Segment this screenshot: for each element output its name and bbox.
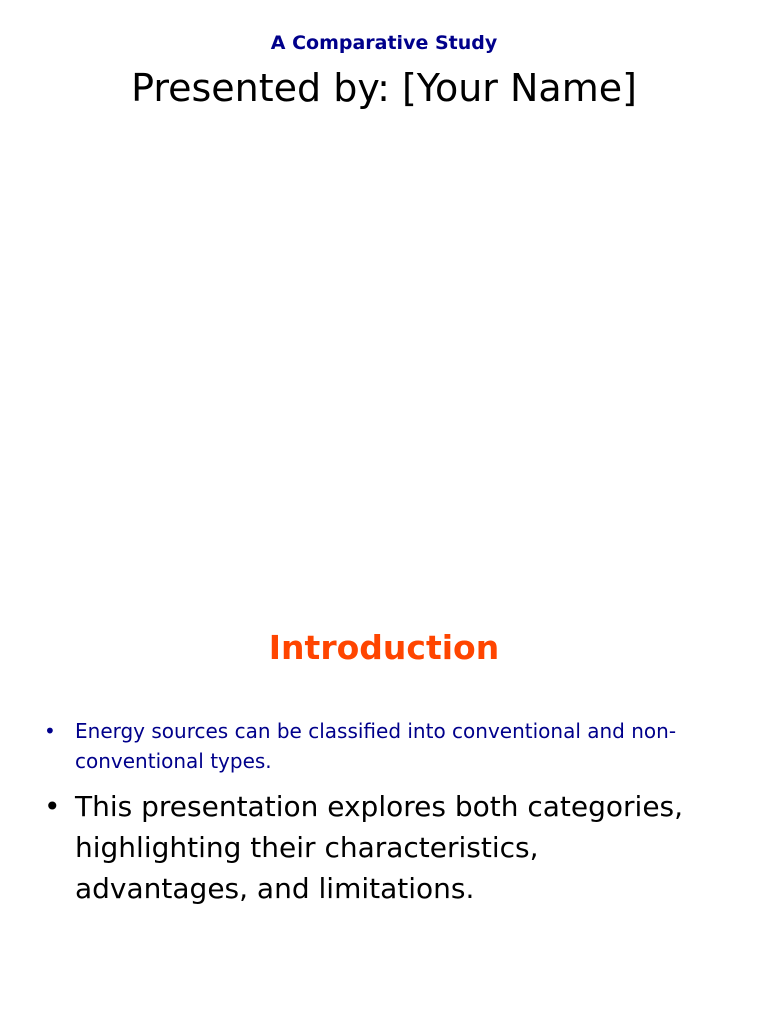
bullet-text: This presentation explores both categories, highlighting their characteristics, advantages, and limitations. <box>75 790 684 905</box>
introduction-slide <box>0 600 768 1024</box>
bullet-dot-icon: • <box>44 719 56 743</box>
bullet-item <box>44 716 704 776</box>
presenter-line: Presented by: [Your Name] <box>131 66 637 110</box>
subtitle: A Comparative Study <box>270 32 498 54</box>
bullet-dot-icon: • <box>44 790 61 823</box>
slide-title: Introduction <box>268 628 500 667</box>
bullet-text: Energy sources can be classified into conventional and non-conventional types. <box>75 719 677 773</box>
bullet-list <box>44 716 704 909</box>
bullet-item <box>44 786 704 909</box>
